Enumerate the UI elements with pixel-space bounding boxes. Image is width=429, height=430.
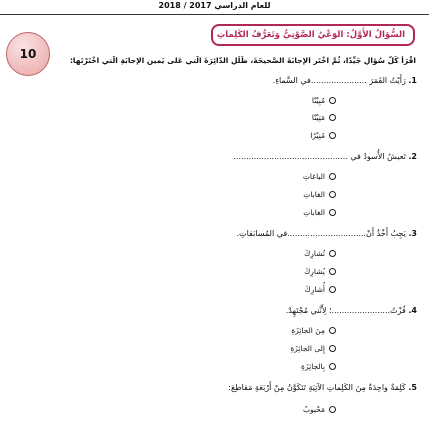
score-value: 10: [19, 47, 37, 61]
option-label: مَحْبوبٌ: [302, 405, 325, 414]
option-label: إِلى الجائِزَةِ: [290, 344, 325, 353]
radio-circle-icon[interactable]: [329, 114, 336, 121]
option-label: أُشارِكَ: [304, 285, 325, 294]
radio-circle-icon[interactable]: [329, 132, 336, 139]
score-circle: [6, 32, 50, 76]
option-2a[interactable]: [60, 172, 336, 181]
question-5: [228, 383, 417, 392]
header-divider: [0, 14, 429, 15]
question-number: 3.: [408, 229, 417, 238]
question-number: 1.: [408, 76, 417, 85]
option-2b[interactable]: [60, 190, 336, 199]
radio-circle-icon[interactable]: [329, 250, 336, 257]
question-title: السُّؤالُ الأَوَّلُ: الوَعْيُ الصَّوْتِيُّ وَتَعَرُّفُ الكَلِماتِ: [211, 24, 415, 46]
question-number: 5.: [408, 383, 417, 392]
option-label: الغاباتِ: [303, 208, 325, 217]
question-number: 2.: [408, 152, 417, 161]
option-label: مُبِيْنًا: [311, 96, 325, 105]
option-3c[interactable]: [60, 285, 336, 294]
radio-circle-icon[interactable]: [329, 209, 336, 216]
option-2c[interactable]: [60, 208, 336, 217]
option-label: مُنِيْرًا: [310, 131, 325, 140]
option-4a[interactable]: [60, 326, 336, 335]
option-label: مِنَ الجائِزَةِ: [291, 326, 325, 335]
question-stem: فُزْتُ.......................؛ لِأَنَّني مُجْتَهِدٌ.: [285, 306, 406, 315]
question-3: [237, 229, 417, 238]
school-year: للعام الدراسي 2017 / 2018: [158, 1, 271, 10]
radio-circle-icon[interactable]: [329, 97, 336, 104]
option-label: الغاباتِ: [303, 190, 325, 199]
option-label: الباغاتِ: [302, 172, 325, 181]
option-5a[interactable]: [60, 405, 336, 414]
question-stem: كَلِمَةٌ واحِدَةٌ مِنَ الكَلِماتِ الآتِيَةِ تَتَكَوَّنُ مِنْ أَرْبَعَةِ مَقاطِعَ:: [228, 383, 406, 392]
option-3a[interactable]: [60, 249, 336, 258]
option-label: يُشارِكَ: [304, 267, 325, 276]
option-4c[interactable]: [60, 362, 336, 371]
option-label: مَتِيْنًا: [311, 113, 325, 122]
radio-circle-icon[interactable]: [329, 173, 336, 180]
instructions: اقْرَأْ كُلَّ سُؤالٍ جَيِّدًا، ثُمَّ اخْتَرِ الإِجابَةَ الصَّحيحَةَ، ظَلِّلِ الدّائِرَةَ الَّتي عَلى يَمينِ الإِجابَةِ الَّتي اخْتَرْتَها:: [69, 56, 416, 65]
question-1: [273, 76, 417, 85]
option-3b[interactable]: [60, 267, 336, 276]
option-1c[interactable]: [60, 131, 336, 140]
option-1a[interactable]: [60, 96, 336, 105]
question-number: 4.: [408, 306, 417, 315]
question-stem: رَأَيْتُ القَمَرَ ......................في السَّماءِ.: [272, 76, 406, 85]
option-label: تُشارِكَ: [304, 249, 325, 258]
radio-circle-icon[interactable]: [329, 286, 336, 293]
radio-circle-icon[interactable]: [329, 191, 336, 198]
question-2: [233, 152, 417, 161]
option-1b[interactable]: [60, 113, 336, 122]
question-4: [286, 306, 417, 315]
option-label: بِالجائِزَةِ: [301, 362, 325, 371]
radio-circle-icon[interactable]: [329, 327, 336, 334]
radio-circle-icon[interactable]: [329, 345, 336, 352]
radio-circle-icon[interactable]: [329, 406, 336, 413]
question-stem: يَجِبُ أَخْذُ أَنْ...............................في المُسابَقاتِ.: [236, 229, 406, 238]
option-4b[interactable]: [60, 344, 336, 353]
radio-circle-icon[interactable]: [329, 363, 336, 370]
radio-circle-icon[interactable]: [329, 268, 336, 275]
question-stem: تَعيشُ الأُسودُ في .............................................: [233, 152, 406, 161]
